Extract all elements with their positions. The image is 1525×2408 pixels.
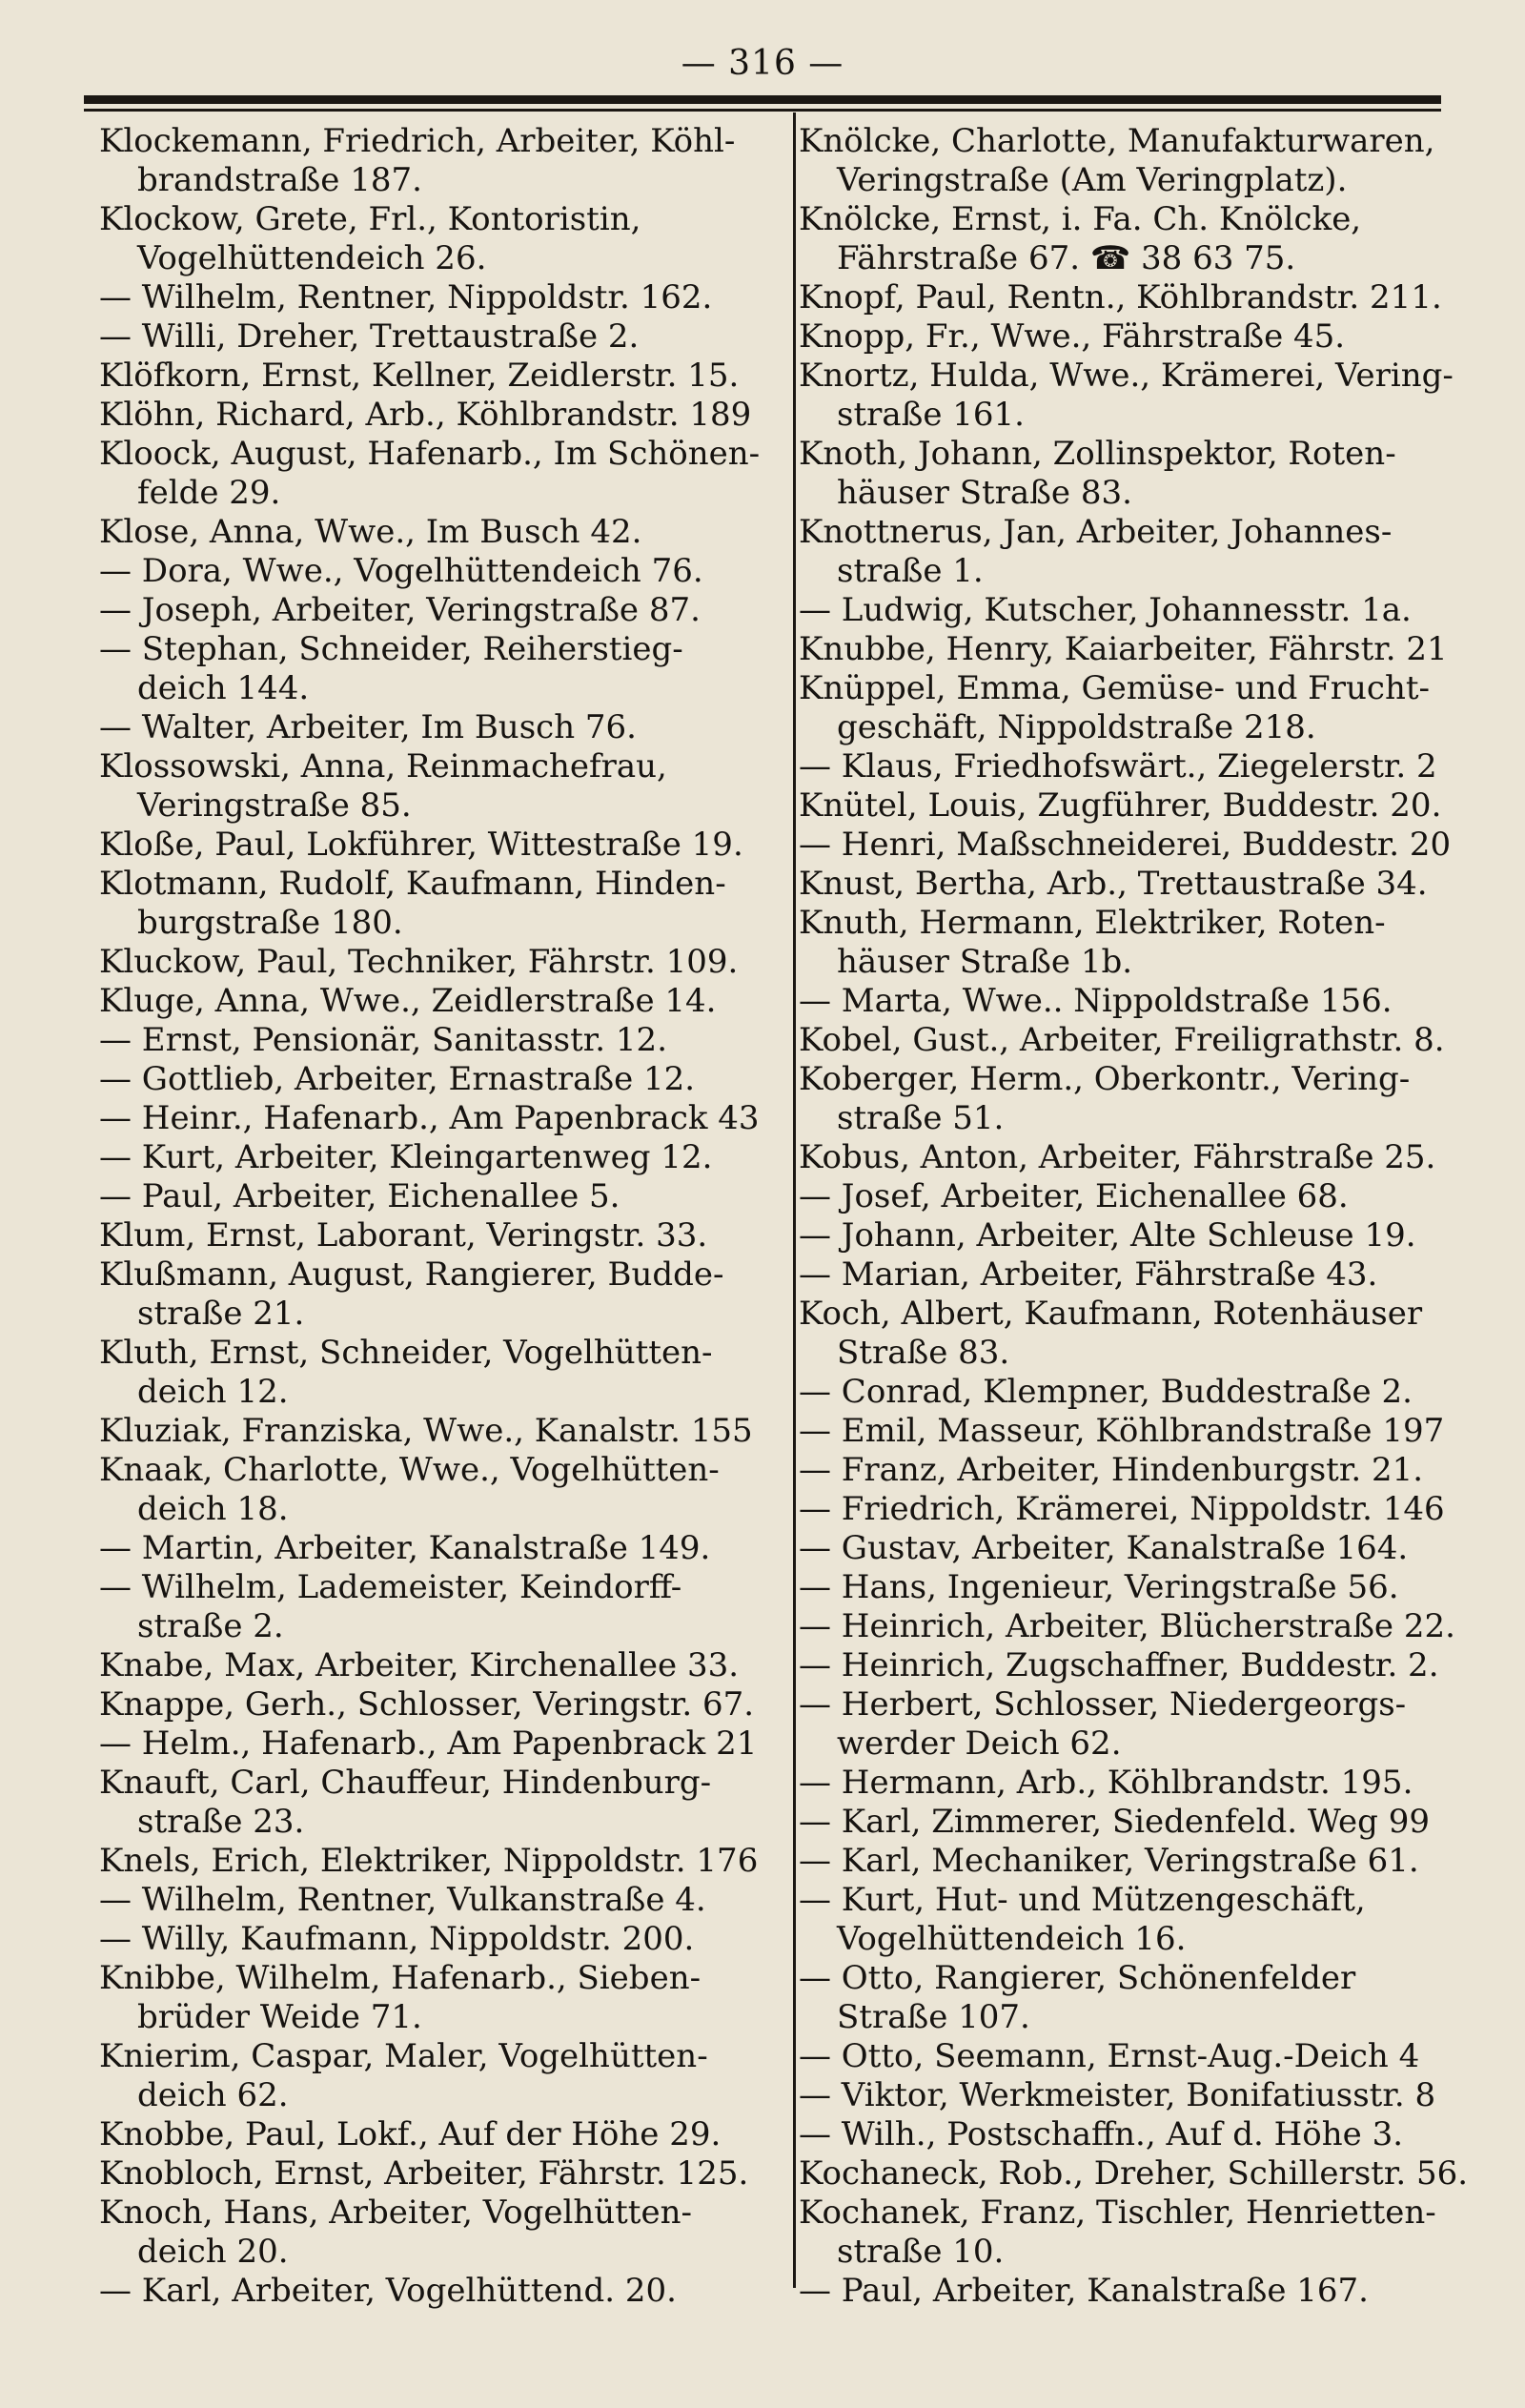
entry-line: Kluckow, Paul, Techniker, Fährstr. 109. bbox=[99, 943, 739, 981]
entry-line: Knust, Bertha, Arb., Trettaustraße 34. bbox=[799, 865, 1428, 903]
directory-entry bbox=[799, 1373, 1475, 1412]
directory-entry bbox=[99, 2194, 766, 2272]
directory-entry bbox=[99, 200, 766, 278]
entry-line: — Heinrich, Arbeiter, Blücherstraße 22. bbox=[799, 1607, 1455, 1645]
directory-entry bbox=[799, 982, 1475, 1021]
directory-entry bbox=[99, 1646, 766, 1685]
entry-line: — Dora, Wwe., Vogelhüttendeich 76. bbox=[99, 552, 703, 590]
directory-entry bbox=[799, 2115, 1475, 2154]
entry-line: — Karl, Zimmerer, Siedenfeld. Weg 99 bbox=[799, 1803, 1430, 1841]
directory-entry bbox=[99, 1216, 766, 1255]
directory-entry bbox=[99, 630, 766, 708]
entry-line: — Otto, Rangierer, Schönenfelder bbox=[799, 1959, 1356, 1997]
entry-line: Knobloch, Ernst, Arbeiter, Fährstr. 125. bbox=[99, 2154, 749, 2193]
directory-entry bbox=[799, 1764, 1475, 1803]
directory-entry bbox=[99, 1842, 766, 1881]
directory-entry bbox=[799, 1060, 1475, 1138]
entry-continuation-line: straße 23. bbox=[137, 1803, 305, 1841]
directory-entry bbox=[799, 2076, 1475, 2115]
entry-line: — Heinr., Hafenarb., Am Papenbrack 43 bbox=[99, 1099, 760, 1137]
entry-line: Knortz, Hulda, Wwe., Krämerei, Vering- bbox=[799, 357, 1454, 395]
entry-line: Knopp, Fr., Wwe., Fährstraße 45. bbox=[799, 317, 1346, 356]
entry-line: Knierim, Caspar, Maler, Vogelhütten- bbox=[99, 2037, 708, 2075]
directory-entry bbox=[799, 1529, 1475, 1568]
entry-line: — Wilh., Postschaffn., Auf d. Höhe 3. bbox=[799, 2115, 1404, 2153]
entry-continuation-line: brandstraße 187. bbox=[137, 161, 422, 199]
directory-entry bbox=[799, 1685, 1475, 1764]
entry-continuation-line: häuser Straße 1b. bbox=[837, 943, 1133, 981]
entry-line: Knuth, Hermann, Elektriker, Roten- bbox=[799, 904, 1386, 942]
directory-entry bbox=[799, 278, 1475, 317]
directory-entry bbox=[99, 122, 766, 200]
entry-line: — Ludwig, Kutscher, Johannesstr. 1a. bbox=[799, 591, 1412, 629]
directory-entry bbox=[799, 1021, 1475, 1060]
directory-entry bbox=[799, 1295, 1475, 1373]
entry-line: — Willy, Kaufmann, Nippoldstr. 200. bbox=[99, 1920, 695, 1958]
directory-entry bbox=[99, 1959, 766, 2037]
entry-line: Knölcke, Charlotte, Manufakturwaren, bbox=[799, 122, 1435, 160]
entry-continuation-line: straße 2. bbox=[137, 1607, 284, 1645]
directory-entry bbox=[799, 1881, 1475, 1959]
entry-continuation-line: deich 18. bbox=[137, 1490, 289, 1528]
directory-entry bbox=[799, 630, 1475, 669]
entry-line: — Henri, Maßschneiderei, Buddestr. 20 bbox=[799, 826, 1452, 864]
entry-line: — Paul, Arbeiter, Eichenallee 5. bbox=[99, 1177, 620, 1215]
entry-line: Kloße, Paul, Lokführer, Wittestraße 19. bbox=[99, 826, 743, 864]
entry-line: — Emil, Masseur, Köhlbrandstraße 197 bbox=[799, 1412, 1445, 1450]
directory-entry bbox=[799, 317, 1475, 357]
entry-line: Klockow, Grete, Frl., Kontoristin, bbox=[99, 200, 641, 238]
directory-entry bbox=[99, 1764, 766, 1842]
directory-entry bbox=[99, 396, 766, 435]
entry-line: Kluge, Anna, Wwe., Zeidlerstraße 14. bbox=[99, 982, 717, 1020]
entry-line: — Hans, Ingenieur, Veringstraße 56. bbox=[799, 1568, 1399, 1606]
directory-entry bbox=[799, 1451, 1475, 1490]
directory-entry bbox=[99, 1529, 766, 1568]
directory-entry bbox=[99, 2115, 766, 2154]
directory-entry bbox=[799, 904, 1475, 982]
directory-entry bbox=[99, 591, 766, 630]
entry-line: — Herbert, Schlosser, Niedergeorgs- bbox=[799, 1685, 1407, 1724]
directory-entry bbox=[799, 1568, 1475, 1607]
directory-entry bbox=[799, 591, 1475, 630]
directory-entry bbox=[99, 2037, 766, 2115]
entry-continuation-line: Vogelhüttendeich 16. bbox=[837, 1920, 1187, 1958]
directory-entry bbox=[799, 2194, 1475, 2272]
directory-entry bbox=[99, 317, 766, 357]
entry-continuation-line: straße 51. bbox=[837, 1099, 1005, 1137]
directory-entry bbox=[99, 1255, 766, 1334]
page-number: — 316 — bbox=[681, 44, 844, 83]
entry-line: — Karl, Arbeiter, Vogelhüttend. 20. bbox=[99, 2272, 677, 2310]
directory-entry bbox=[799, 826, 1475, 865]
entry-line: Knubbe, Henry, Kaiarbeiter, Fährstr. 21 bbox=[799, 630, 1448, 668]
directory-entry bbox=[99, 1451, 766, 1529]
entry-continuation-line: Straße 83. bbox=[837, 1334, 1010, 1372]
entry-continuation-line: Straße 107. bbox=[837, 1998, 1030, 2036]
directory-entry bbox=[799, 357, 1475, 435]
entry-continuation-line: deich 62. bbox=[137, 2076, 289, 2114]
directory-entry bbox=[99, 1920, 766, 1959]
directory-entry bbox=[799, 435, 1475, 513]
left-column bbox=[99, 122, 766, 2311]
directory-entry bbox=[99, 1021, 766, 1060]
entry-line: — Viktor, Werkmeister, Bonifatiusstr. 8 bbox=[799, 2076, 1436, 2114]
directory-entry bbox=[99, 357, 766, 396]
directory-entry bbox=[99, 1412, 766, 1451]
entry-line: Kluth, Ernst, Schneider, Vogelhütten- bbox=[99, 1334, 713, 1372]
entry-line: Knüppel, Emma, Gemüse- und Frucht- bbox=[799, 669, 1431, 707]
column-divider bbox=[793, 112, 796, 2288]
entry-line: Knopf, Paul, Rentn., Köhlbrandstr. 211. bbox=[799, 278, 1442, 316]
entry-line: — Wilhelm, Rentner, Nippoldstr. 162. bbox=[99, 278, 713, 316]
entry-line: — Walter, Arbeiter, Im Busch 76. bbox=[99, 708, 637, 746]
header-rule-thin bbox=[84, 109, 1441, 112]
directory-entry bbox=[799, 1646, 1475, 1685]
entry-line: Knabe, Max, Arbeiter, Kirchenallee 33. bbox=[99, 1646, 740, 1684]
directory-entry bbox=[99, 1060, 766, 1099]
entry-line: — Marta, Wwe.. Nippoldstraße 156. bbox=[799, 982, 1393, 1020]
directory-entry bbox=[799, 2272, 1475, 2311]
directory-entry bbox=[799, 513, 1475, 591]
directory-entry bbox=[799, 1842, 1475, 1881]
entry-line: Knölcke, Ernst, i. Fa. Ch. Knölcke, bbox=[799, 200, 1362, 238]
entry-line: Klum, Ernst, Laborant, Veringstr. 33. bbox=[99, 1216, 708, 1255]
entry-continuation-line: häuser Straße 83. bbox=[837, 474, 1132, 512]
entry-line: Kobel, Gust., Arbeiter, Freiligrathstr. 8. bbox=[799, 1021, 1445, 1059]
entry-continuation-line: straße 21. bbox=[137, 1295, 305, 1333]
entry-line: Knels, Erich, Elektriker, Nippoldstr. 176 bbox=[99, 1842, 759, 1880]
directory-entry bbox=[799, 786, 1475, 826]
entry-line: Kluziak, Franziska, Wwe., Kanalstr. 155 bbox=[99, 1412, 753, 1450]
entry-continuation-line: brüder Weide 71. bbox=[137, 1998, 422, 2036]
entry-continuation-line: werder Deich 62. bbox=[837, 1724, 1122, 1763]
entry-continuation-line: straße 161. bbox=[837, 396, 1025, 434]
directory-entry bbox=[799, 1803, 1475, 1842]
directory-entry bbox=[799, 2154, 1475, 2194]
entry-continuation-line: deich 12. bbox=[137, 1373, 289, 1411]
entry-line: — Stephan, Schneider, Reiherstieg- bbox=[99, 630, 683, 668]
directory-entry bbox=[799, 122, 1475, 200]
directory-entry bbox=[99, 278, 766, 317]
entry-line: — Gustav, Arbeiter, Kanalstraße 164. bbox=[799, 1529, 1409, 1567]
entry-line: — Friedrich, Krämerei, Nippoldstr. 146 bbox=[799, 1490, 1445, 1528]
entry-line: Kloock, August, Hafenarb., Im Schönen- bbox=[99, 435, 761, 473]
directory-entry bbox=[99, 1177, 766, 1216]
entry-line: — Heinrich, Zugschaffner, Buddestr. 2. bbox=[799, 1646, 1439, 1684]
entry-line: — Martin, Arbeiter, Kanalstraße 149. bbox=[99, 1529, 711, 1567]
entry-line: Kochanek, Franz, Tischler, Henrietten- bbox=[799, 2194, 1436, 2232]
entry-continuation-line: felde 29. bbox=[137, 474, 281, 512]
entry-line: — Ernst, Pensionär, Sanitasstr. 12. bbox=[99, 1021, 667, 1059]
entry-line: — Hermann, Arb., Köhlbrandstr. 195. bbox=[799, 1764, 1413, 1802]
directory-entry bbox=[99, 865, 766, 943]
entry-line: — Willi, Dreher, Trettaustraße 2. bbox=[99, 317, 640, 356]
entry-line: — Josef, Arbeiter, Eichenallee 68. bbox=[799, 1177, 1349, 1215]
directory-entry bbox=[799, 2037, 1475, 2076]
directory-entry bbox=[799, 1216, 1475, 1255]
entry-line: Knütel, Louis, Zugführer, Buddestr. 20. bbox=[799, 786, 1442, 825]
entry-line: — Marian, Arbeiter, Fährstraße 43. bbox=[799, 1255, 1378, 1294]
entry-line: — Joseph, Arbeiter, Veringstraße 87. bbox=[99, 591, 701, 629]
entry-line: Kobus, Anton, Arbeiter, Fährstraße 25. bbox=[799, 1138, 1436, 1176]
entry-line: — Otto, Seemann, Ernst-Aug.-Deich 4 bbox=[799, 2037, 1420, 2075]
directory-entry bbox=[99, 826, 766, 865]
entry-line: Kochaneck, Rob., Dreher, Schillerstr. 56. bbox=[799, 2154, 1469, 2193]
entry-line: — Gottlieb, Arbeiter, Ernastraße 12. bbox=[99, 1060, 696, 1098]
directory-entry bbox=[99, 747, 766, 826]
entry-line: Klockemann, Friedrich, Arbeiter, Köhl- bbox=[99, 122, 736, 160]
entry-line: Klotmann, Rudolf, Kaufmann, Hinden- bbox=[99, 865, 726, 903]
entry-continuation-line: Vogelhüttendeich 26. bbox=[137, 239, 487, 277]
entry-line: Knaak, Charlotte, Wwe., Vogelhütten- bbox=[99, 1451, 720, 1489]
directory-entry bbox=[99, 513, 766, 552]
directory-entry bbox=[799, 200, 1475, 278]
entry-line: — Kurt, Arbeiter, Kleingartenweg 12. bbox=[99, 1138, 713, 1176]
directory-entry bbox=[99, 435, 766, 513]
entry-line: Knottnerus, Jan, Arbeiter, Johannes- bbox=[799, 513, 1393, 551]
entry-line: — Johann, Arbeiter, Alte Schleuse 19. bbox=[799, 1216, 1416, 1255]
directory-entry bbox=[799, 1412, 1475, 1451]
entry-line: — Conrad, Klempner, Buddestraße 2. bbox=[799, 1373, 1413, 1411]
entry-line: — Paul, Arbeiter, Kanalstraße 167. bbox=[799, 2272, 1369, 2310]
header-rule-thick bbox=[84, 95, 1441, 104]
directory-entry bbox=[799, 1177, 1475, 1216]
directory-entry bbox=[99, 1724, 766, 1764]
entry-line: Knibbe, Wilhelm, Hafenarb., Sieben- bbox=[99, 1959, 702, 1997]
directory-entry bbox=[99, 2154, 766, 2194]
directory-entry bbox=[799, 1490, 1475, 1529]
entry-continuation-line: Veringstraße (Am Veringplatz). bbox=[837, 161, 1348, 199]
entry-line: — Wilhelm, Lademeister, Keindorff- bbox=[99, 1568, 682, 1606]
entry-line: Klossowski, Anna, Reinmachefrau, bbox=[99, 747, 667, 786]
entry-continuation-line: deich 20. bbox=[137, 2233, 289, 2271]
directory-entry bbox=[799, 669, 1475, 747]
directory-entry bbox=[99, 2272, 766, 2311]
entry-continuation-line: burgstraße 180. bbox=[137, 904, 403, 942]
entry-line: Klose, Anna, Wwe., Im Busch 42. bbox=[99, 513, 642, 551]
entry-line: Klußmann, August, Rangierer, Budde- bbox=[99, 1255, 724, 1294]
right-column bbox=[799, 122, 1475, 2311]
entry-continuation-line: straße 10. bbox=[837, 2233, 1005, 2271]
entry-line: — Helm., Hafenarb., Am Papenbrack 21 bbox=[99, 1724, 758, 1763]
directory-entry bbox=[99, 1881, 766, 1920]
entry-line: Knobbe, Paul, Lokf., Auf der Höhe 29. bbox=[99, 2115, 722, 2153]
entry-line: Klöhn, Richard, Arb., Köhlbrandstr. 189 bbox=[99, 396, 752, 434]
entry-continuation-line: straße 1. bbox=[837, 552, 984, 590]
directory-entry bbox=[799, 1959, 1475, 2037]
entry-line: Knappe, Gerh., Schlosser, Veringstr. 67. bbox=[99, 1685, 755, 1724]
directory-entry bbox=[799, 865, 1475, 904]
entry-line: Knoth, Johann, Zollinspektor, Roten- bbox=[799, 435, 1396, 473]
directory-entry bbox=[799, 1255, 1475, 1295]
entry-line: Koch, Albert, Kaufmann, Rotenhäuser bbox=[799, 1295, 1423, 1333]
entry-line: — Wilhelm, Rentner, Vulkanstraße 4. bbox=[99, 1881, 706, 1919]
entry-line: — Karl, Mechaniker, Veringstraße 61. bbox=[799, 1842, 1419, 1880]
directory-entry bbox=[99, 982, 766, 1021]
directory-entry bbox=[99, 1099, 766, 1138]
directory-entry bbox=[799, 747, 1475, 786]
entry-line: — Franz, Arbeiter, Hindenburgstr. 21. bbox=[799, 1451, 1424, 1489]
entry-line: Knauft, Carl, Chauffeur, Hindenburg- bbox=[99, 1764, 712, 1802]
directory-entry bbox=[799, 1138, 1475, 1177]
entry-line: — Klaus, Friedhofswärt., Ziegelerstr. 2 bbox=[799, 747, 1437, 786]
entry-continuation-line: Veringstraße 85. bbox=[137, 786, 412, 825]
directory-entry bbox=[99, 552, 766, 591]
entry-continuation-line: geschäft, Nippoldstraße 218. bbox=[837, 708, 1316, 746]
entry-line: — Kurt, Hut- und Mützengeschäft, bbox=[799, 1881, 1366, 1919]
directory-entry bbox=[99, 1685, 766, 1724]
directory-entry bbox=[99, 1334, 766, 1412]
directory-entry bbox=[99, 1568, 766, 1646]
directory-entry bbox=[99, 708, 766, 747]
directory-entry bbox=[99, 1138, 766, 1177]
entry-continuation-line: Fährstraße 67. ☎ 38 63 75. bbox=[837, 239, 1296, 277]
directory-entry bbox=[99, 943, 766, 982]
entry-line: Koberger, Herm., Oberkontr., Vering- bbox=[799, 1060, 1411, 1098]
entry-continuation-line: deich 144. bbox=[137, 669, 310, 707]
entry-line: Klöfkorn, Ernst, Kellner, Zeidlerstr. 15. bbox=[99, 357, 740, 395]
directory-entry bbox=[799, 1607, 1475, 1646]
entry-line: Knoch, Hans, Arbeiter, Vogelhütten- bbox=[99, 2194, 692, 2232]
